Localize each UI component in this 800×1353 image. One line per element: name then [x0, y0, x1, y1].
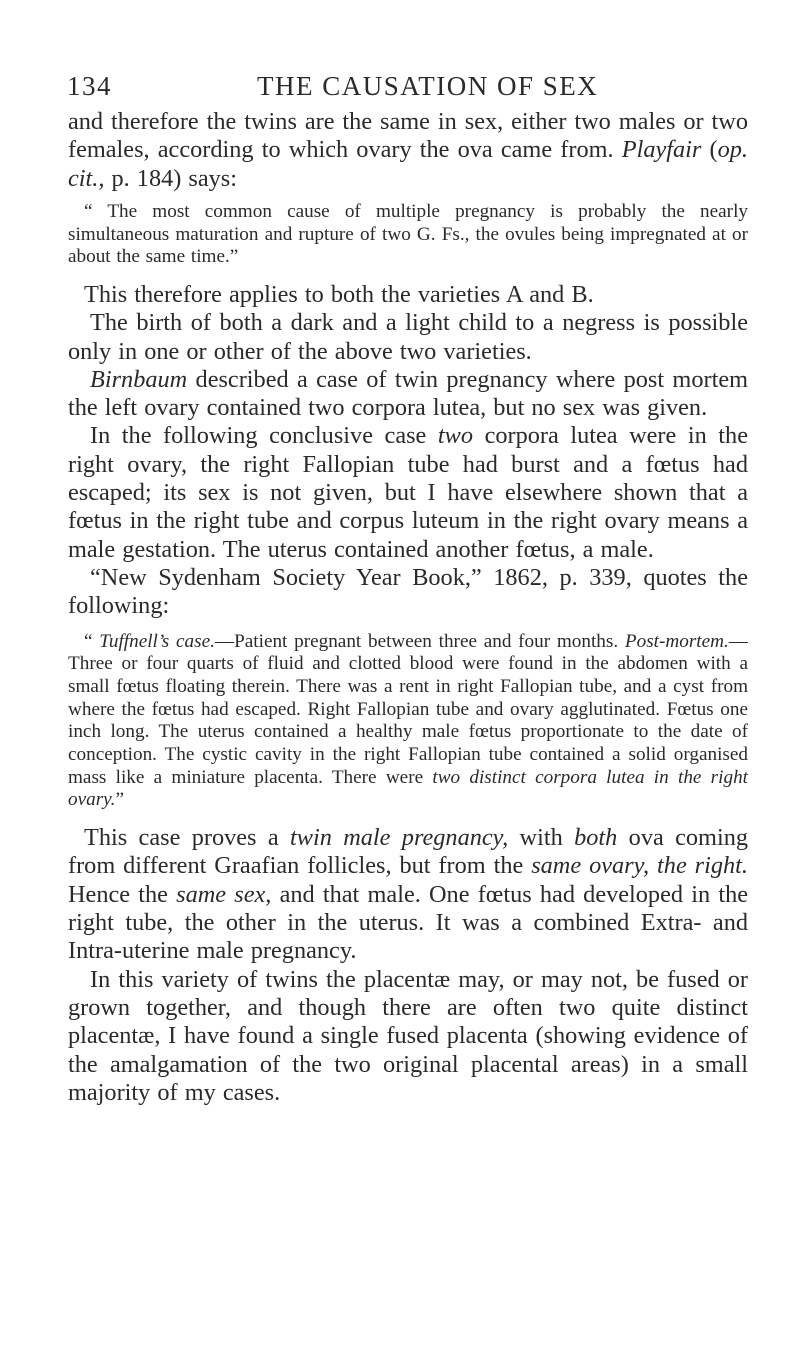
citation-abbrev: op. cit.,	[68, 136, 748, 192]
author-name: Playfair	[621, 136, 702, 164]
paragraph-5	[68, 422, 748, 563]
paragraph-4	[68, 366, 748, 423]
page-number: 134	[67, 71, 112, 101]
text-run: corpora lutea were in the right ovary, the right Fallopian tube had burst and a fœtus had escaped; its sex is not given, but I have elsewhere shown that a fœtus in the right tube and corpus luteum in the right ovary means a male gestation. The uterus contained another fœtus, a male.	[68, 422, 748, 563]
paragraph-8: In this variety of twins the placentæ may, or may not, be fused or grown together, and though there are often two quite distinct placentæ, I have found a single fused placenta (showing evidence of the amalgamation of the two original placental areas) in a small majority of my cases.	[68, 965, 748, 1106]
block-quote-2	[68, 631, 748, 813]
emphasis: two distinct corpora lutea in the right ovary.	[68, 766, 749, 811]
emphasis: twin male pregnancy,	[290, 824, 509, 852]
paragraph-2: This therefore applies to both the varieties A and B.	[84, 281, 594, 308]
author-name: Birnbaum	[90, 365, 188, 393]
emphasis: same sex,	[176, 880, 272, 908]
page-body	[68, 108, 748, 1107]
text-run: “	[84, 630, 100, 652]
emphasis: both	[574, 824, 618, 852]
text-run: —Patient pregnant between three and four months.	[214, 630, 625, 652]
text-run: This case proves a	[84, 824, 290, 852]
section-label: Post-mortem.	[624, 630, 729, 652]
text-run: ova coming from different Graafian follicles, but from the	[68, 824, 748, 880]
paragraph-6: “New Sydenham Society Year Book,” 1862, p. 339, quotes the following:	[68, 563, 748, 620]
text-run: (	[701, 136, 718, 164]
text-run: Hence the	[68, 880, 177, 908]
text-run: In the following conclusive case	[90, 422, 438, 450]
block-quote-1: “ The most common cause of multiple pregnancy is probably the nearly simultaneous maturation and rupture of two G. Fs., the ovules being impregnated at or about the same time.”	[68, 200, 748, 268]
emphasis: two	[437, 422, 474, 450]
case-title: Tuffnell’s case.	[99, 630, 215, 652]
running-title: THE CAUSATION OF SEX	[257, 71, 599, 101]
paragraph-3: The birth of both a dark and a light child to a negress is possible only in one or other of the above two varieties.	[68, 309, 748, 365]
paragraph-7	[68, 824, 748, 965]
text-run: —Three or four quarts of fluid and clotted blood were found in the abdomen with a small fœtus floating therein. There was a rent in right Fallopian tube, and a cyst from where the fœtus had escaped. Right Fallopian tube and ovary agglutinated. Fœtus one inch long. The uterus contained a healthy male fœtus proportionate to the date of conception. The cystic cavity in the right Fallopian tube contained a solid organised mass like a miniature placenta. There were	[68, 630, 748, 788]
paragraph-1	[68, 108, 748, 193]
text-run: and therefore the twins are the same in sex, either two males or two females, according to which ovary the ova came from.	[68, 108, 748, 164]
text-run: described a case of twin pregnancy where post mortem the left ovary contained two corpora lutea, but no sex was given.	[68, 365, 748, 422]
running-header	[67, 68, 747, 104]
text-run: with	[508, 824, 575, 852]
text-run: p. 184) says:	[104, 164, 238, 192]
text-run: ”	[115, 789, 124, 811]
emphasis: same ovary, the right.	[531, 852, 748, 880]
text-run: and that male. One fœtus had developed in the right tube, the other in the uterus. It was a combined Extra- and Intra-uterine male pregnancy.	[68, 880, 749, 965]
